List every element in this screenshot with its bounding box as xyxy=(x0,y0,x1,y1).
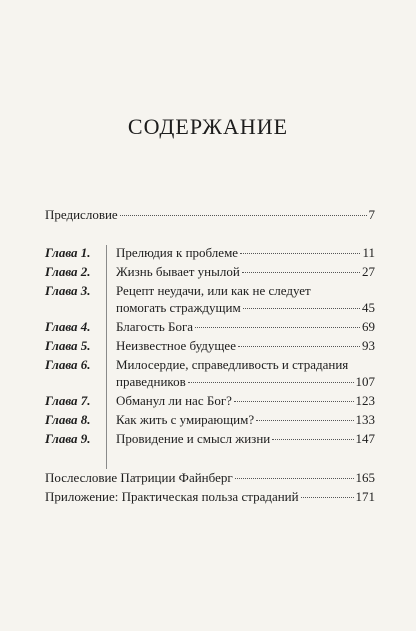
toc-entry-appendix xyxy=(45,489,375,505)
chapter-label: Глава 4. xyxy=(45,319,91,334)
toc-entry-chapter-5 xyxy=(45,338,375,354)
dot-leader xyxy=(272,439,353,440)
toc-page-number: 27 xyxy=(362,264,375,279)
toc-entry-title: Прелюдия к проблеме xyxy=(116,245,239,260)
dot-leader xyxy=(188,382,354,383)
chapter-label: Глава 2. xyxy=(45,264,91,279)
chapter-label: Глава 1. xyxy=(45,245,91,260)
toc-entry-title: Неизвестное будущее xyxy=(116,338,236,353)
toc-entry-title-line: Рецепт неудачи, или как не следует xyxy=(116,283,311,298)
toc-page-number: 7 xyxy=(368,207,375,222)
dot-leader xyxy=(120,215,367,216)
toc-page-number: 11 xyxy=(362,245,375,260)
dot-leader xyxy=(195,327,360,328)
toc-entry-chapter-1 xyxy=(45,245,375,261)
toc-page-number: 107 xyxy=(355,374,375,389)
toc-page-number: 69 xyxy=(362,319,375,334)
toc-entry-afterword xyxy=(45,470,375,486)
dot-leader xyxy=(301,497,354,498)
page-title: СОДЕРЖАНИЕ xyxy=(127,114,289,139)
toc-entry-chapter-6-cont xyxy=(45,374,375,390)
chapter-label: Глава 7. xyxy=(45,393,91,408)
toc-entry-title: Жизнь бывает унылой xyxy=(116,264,240,279)
dot-leader xyxy=(256,420,353,421)
toc-entry-preface xyxy=(45,207,375,223)
toc-page-number: 133 xyxy=(355,412,375,427)
toc-entry-title: Как жить с умирающим? xyxy=(116,412,255,427)
toc-entry-title: Послесловие Патриции Файнберг xyxy=(45,470,233,485)
toc-page-number: 171 xyxy=(355,489,375,504)
dot-leader xyxy=(238,346,360,347)
toc-entry-chapter-7 xyxy=(45,393,375,409)
toc-entry-chapter-3 xyxy=(45,283,375,299)
chapter-label: Глава 5. xyxy=(45,338,91,353)
dot-leader xyxy=(235,478,354,479)
chapter-label: Глава 6. xyxy=(45,357,91,372)
toc-entry-title: Приложение: Практическая польза страданий xyxy=(45,489,299,504)
toc-entry-title-line: Милосердие, справедливость и страдания xyxy=(116,357,349,372)
toc-page-number: 45 xyxy=(362,300,375,315)
chapter-label: Глава 3. xyxy=(45,283,91,298)
chapter-label: Глава 9. xyxy=(45,431,91,446)
toc-entry-chapter-3-cont xyxy=(45,300,375,316)
toc-entry-title: Обманул ли нас Бог? xyxy=(116,393,232,408)
toc-entry-chapter-6 xyxy=(45,357,375,373)
toc-entry-title: праведников xyxy=(116,374,186,389)
toc-entry-chapter-2 xyxy=(45,264,375,280)
toc-entry-title: Провидение и смысл жизни xyxy=(116,431,271,446)
dot-leader xyxy=(242,272,360,273)
toc-entry-chapter-4 xyxy=(45,319,375,335)
toc-entry-title: помогать страждущим xyxy=(116,300,241,315)
toc-entry-chapter-8 xyxy=(45,412,375,428)
toc-page-number: 165 xyxy=(355,470,375,485)
toc-entry-title: Благость Бога xyxy=(116,319,194,334)
chapter-label: Глава 8. xyxy=(45,412,91,427)
toc-entry-title: Предисловие xyxy=(45,207,118,222)
dot-leader xyxy=(234,401,354,402)
toc-entry-chapter-9 xyxy=(45,431,375,447)
toc-page-number: 147 xyxy=(355,431,375,446)
toc-page-number: 123 xyxy=(355,393,375,408)
toc-page-number: 93 xyxy=(362,338,375,353)
dot-leader xyxy=(243,308,360,309)
dot-leader xyxy=(240,253,360,254)
